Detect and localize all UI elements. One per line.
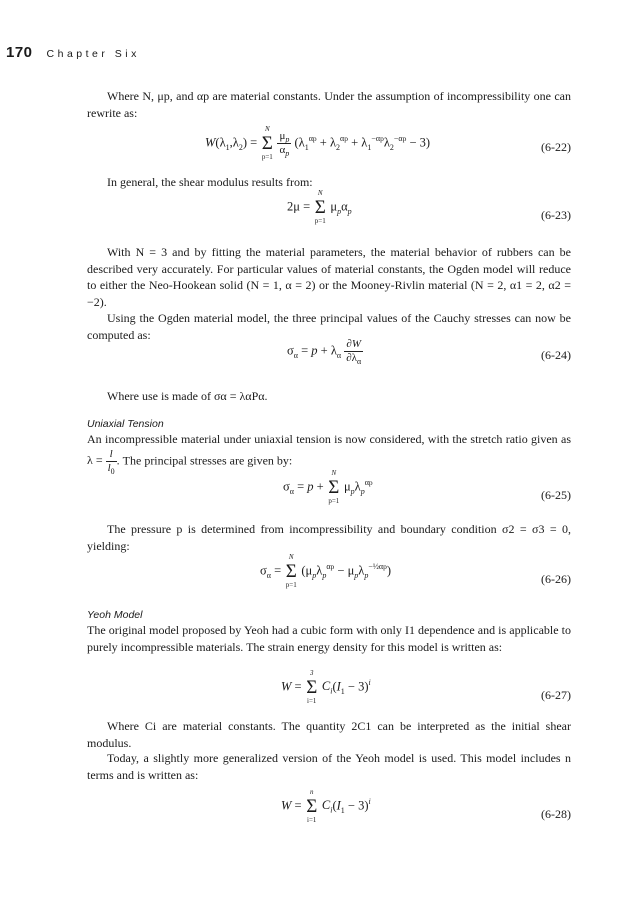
- paragraph-uniaxial: [87, 431, 571, 475]
- equation-number-6-23: (6-23): [541, 208, 571, 222]
- paragraph-yeoh-original: The original model proposed by Yeoh had a cubic form with only I1 dependence and is applicable to purely incompressible materials. The strain energy density for this model is written as:: [87, 623, 571, 654]
- paragraph-material-constants: Where N, μp, and αp are material constants. Under the assumption of incompressibility one can rewrite as:: [87, 89, 571, 120]
- paragraph-pressure: The pressure p is determined from incompressibility and boundary condition σ2 = σ3 = 0, yielding:: [87, 522, 571, 553]
- subheading-uniaxial-tension: Uniaxial Tension: [87, 418, 164, 430]
- paragraph-uniaxial-text-b: . The principal stresses are given by:: [116, 452, 293, 467]
- chapter-title: Chapter Six: [46, 48, 140, 60]
- equation-6-26: [87, 553, 571, 598]
- equation-6-22: [87, 125, 571, 166]
- subheading-yeoh-model: Yeoh Model: [87, 609, 143, 621]
- equation-6-23: [87, 189, 571, 234]
- running-header: [6, 44, 140, 62]
- paragraph-sigma-relation: Where use is made of σα = λαPα.: [107, 389, 268, 403]
- paragraph-shear-modulus: In general, the shear modulus results from:: [107, 175, 313, 189]
- equation-6-25: [87, 469, 571, 514]
- page-number: 170: [6, 44, 33, 61]
- equation-6-27-formula: W = 3 Σ i=1 $C_i(I_1 - 3)^i$: [281, 669, 371, 705]
- paragraph-uniaxial-text-a: An incompressible material under uniaxial tension is now considered, with the stretch ratio given as: [87, 432, 571, 446]
- equation-6-26-formula: $\sigma_\alpha$ = N Σ p=1 $(\mu_p\lambda_p^{\alpha p} - \mu_p\lambda_p^{-\frac{1}{2}\alpha p})$: [260, 553, 391, 589]
- paragraph-yeoh-constants: Where Ci are material constants. The quantity 2C1 can be interpreted as the initial shear modulus.: [87, 719, 571, 750]
- equation-number-6-28: (6-28): [541, 807, 571, 821]
- equation-number-6-25: (6-25): [541, 488, 571, 502]
- equation-6-28: [87, 788, 571, 833]
- stretch-ratio-formula: λ = $\frac{l}{l_0}$: [87, 447, 115, 476]
- equation-6-27: [87, 669, 571, 714]
- equation-6-23-formula: 2μ = N Σ p=1 $\mu_p\alpha_p$: [287, 189, 352, 225]
- equation-number-6-22: (6-22): [541, 140, 571, 154]
- paragraph-yeoh-generalized: Today, a slightly more generalized version of the Yeoh model is used. This model includes n terms and is written as:: [87, 751, 571, 782]
- paragraph-cauchy-stresses: Using the Ogden material model, the three principal values of the Cauchy stresses can now be computed as:: [87, 311, 571, 342]
- equation-number-6-24: (6-24): [541, 348, 571, 362]
- equation-6-25-formula: $\sigma_\alpha = p$ + N Σ p=1 $\mu_p\lambda_p^{\alpha p}$: [283, 469, 373, 505]
- equation-6-24-formula: $\sigma_\alpha = p + \lambda_\alpha$ $\frac{\partial W}{\partial\lambda_\alpha}$: [287, 338, 362, 367]
- equation-6-24: [87, 338, 571, 374]
- paragraph-ogden-fit: With N = 3 and by fitting the material parameters, the material behavior of rubbers can be described very accurately. For particular values of material constants, the Ogden model will reduce to either the Neo-Hookean solid (N = 1, α = 2) or the Mooney-Rivlin material (N = 2, α1 = 2, α2 = −2).: [87, 245, 571, 309]
- equation-number-6-27: (6-27): [541, 688, 571, 702]
- equation-6-22-formula: $W(\lambda_1,\lambda_2)$ = N Σ p=1 $\frac{\mu_p}{\alpha_p}$ $(\lambda_1^{\alpha p} + \lambda_2^{\alpha p} + \lambda_1^{-\alpha p}\lambda_2^{-\alpha p} - 3)$: [205, 125, 431, 161]
- equation-6-28-formula: W = n Σ i=1 $C_i(I_1 - 3)^i$: [281, 788, 371, 824]
- equation-number-6-26: (6-26): [541, 572, 571, 586]
